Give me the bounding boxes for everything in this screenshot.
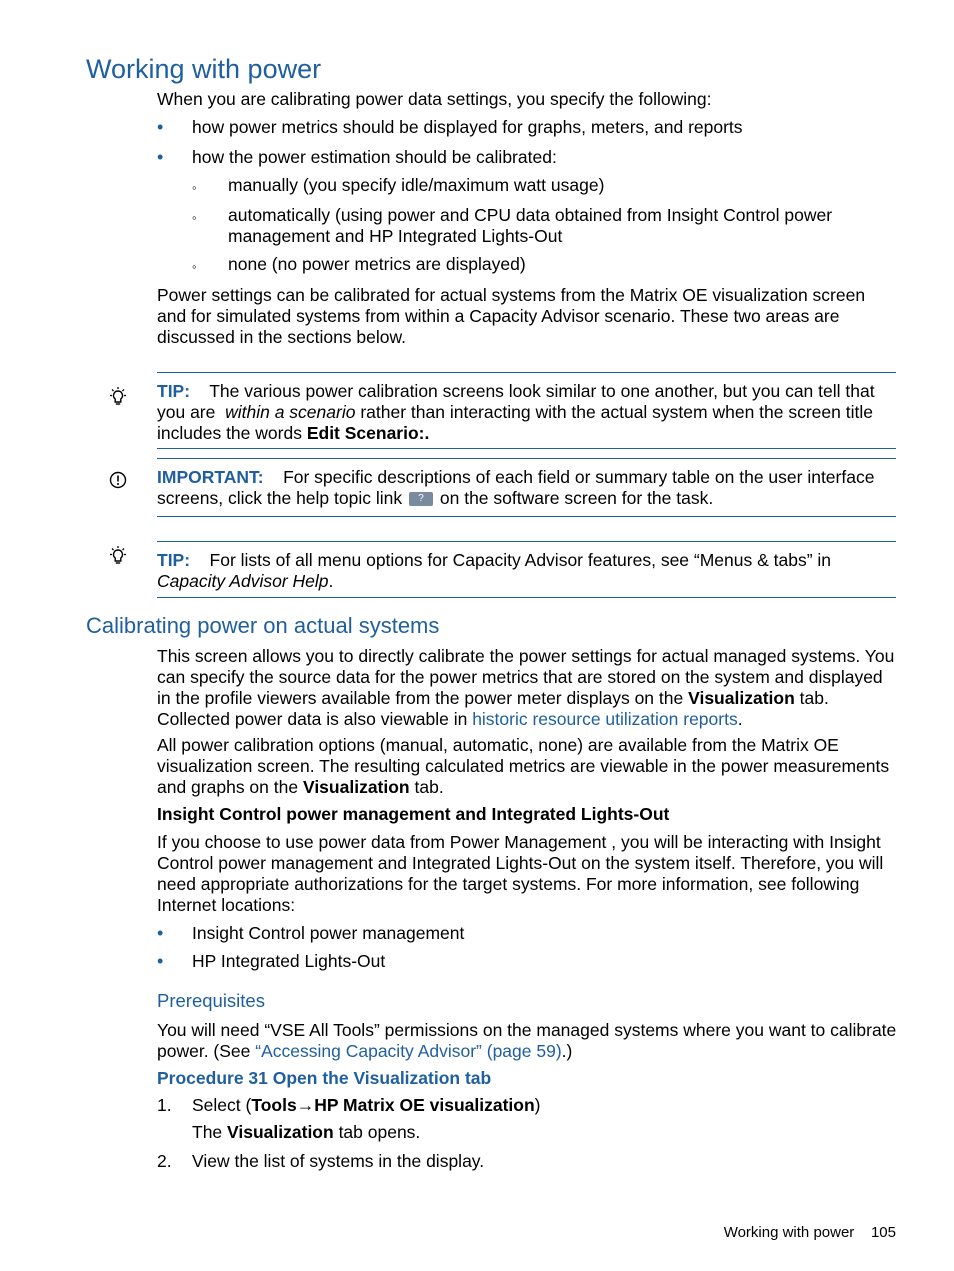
- tip-text: For lists of all menu options for Capacity Advisor features, see “Menus & tabs” in: [209, 550, 832, 570]
- list-item: HP Integrated Lights-Out: [192, 951, 386, 971]
- sub-list-item: manually (you specify idle/maximum watt usage): [228, 175, 605, 195]
- page-number: 105: [870, 1224, 896, 1241]
- important-note: [157, 467, 897, 509]
- lightbulb-icon: [107, 386, 129, 408]
- sub-bullet-marker: ◦: [192, 210, 197, 225]
- list-item: how the power estimation should be calibrated:: [192, 147, 557, 167]
- historic-reports-link[interactable]: historic resource utilization reports: [472, 709, 738, 729]
- paragraph-text: All power calibration options (manual, automatic, none) are available from the Matrix OE visualization screen. The resulting calculated metrics are viewable in the power measurements and graphs on the: [157, 735, 890, 797]
- step-text-bold: Visualization: [227, 1122, 334, 1142]
- note-divider: [157, 597, 896, 598]
- step-number: 1.: [157, 1095, 172, 1115]
- tip-note: [157, 381, 897, 444]
- footer-section-title: Working with power: [723, 1224, 855, 1241]
- lightbulb-icon: [107, 545, 129, 567]
- section-title: Calibrating power on actual systems: [86, 613, 440, 638]
- tip-label: TIP:: [157, 381, 191, 401]
- tip-text: .: [328, 571, 334, 591]
- paragraph-text: .: [737, 709, 743, 729]
- tip-label: TIP:: [157, 550, 191, 570]
- procedure-title: Procedure 31 Open the Visualization tab: [157, 1068, 492, 1088]
- bullet-marker: •: [157, 951, 164, 971]
- tip-text-italic: within a scenario: [225, 402, 356, 422]
- note-divider: [157, 448, 896, 449]
- step-text-part: tab opens.: [338, 1122, 421, 1142]
- prerequisites-paragraph: [157, 1020, 897, 1062]
- calibration-paragraph: Power settings can be calibrated for actual systems from the Matrix OE visualization screen and for simulated systems from within a Capacity Advisor scenario. These two areas are discussed in the sections below.: [157, 285, 866, 347]
- paragraph-text: .): [561, 1041, 573, 1061]
- important-text: on the software screen for the task.: [439, 488, 714, 508]
- intro-paragraph: When you are calibrating power data settings, you specify the following:: [157, 89, 712, 109]
- step-text-bold: HP Matrix OE visualization: [314, 1095, 535, 1115]
- subheading: Insight Control power management and Integrated Lights-Out: [157, 804, 670, 824]
- paragraph-text-bold: Visualization: [302, 777, 410, 797]
- accessing-capacity-advisor-link[interactable]: “Accessing Capacity Advisor” (page 59): [255, 1041, 562, 1061]
- paragraph-text: tab.: [414, 777, 444, 797]
- paragraph-text: This screen allows you to directly calibrate the power settings for actual managed systems. You can specify the source data for the power metrics that are stored on the system and displayed in the profile viewers available from the power meter displays on the: [157, 646, 895, 708]
- tip-text-bold: Edit Scenario:.: [306, 423, 430, 443]
- step-number: 2.: [157, 1151, 172, 1171]
- list-item: Insight Control power management: [192, 923, 465, 943]
- sub-list-item: none (no power metrics are displayed): [228, 254, 526, 274]
- section-paragraph: [157, 646, 897, 730]
- section-paragraph: If you choose to use power data from Power Management , you will be interacting with Insight Control power management and Integrated Lights-Out on the system itself. Therefore, you will need appropriate authorizations for the target systems. For more information, see following Internet locations:: [157, 832, 884, 915]
- page-footer: [724, 1222, 896, 1243]
- bullet-marker: •: [157, 923, 164, 943]
- paragraph-text: tab. Collected power data is also viewable in: [157, 688, 829, 729]
- step-text-part: The: [192, 1122, 223, 1142]
- step-text: View the list of systems in the display.: [192, 1151, 485, 1171]
- note-divider: [157, 541, 896, 542]
- note-divider: [157, 372, 896, 373]
- bullet-marker: •: [157, 117, 164, 137]
- step-text-part: ): [534, 1095, 541, 1115]
- tip-note: [157, 550, 897, 592]
- page-title: Working with power: [86, 54, 322, 84]
- section-paragraph: [157, 735, 897, 798]
- step-text-part: Select (: [192, 1095, 252, 1115]
- note-divider: [157, 458, 896, 459]
- prerequisites-title: Prerequisites: [157, 990, 265, 1011]
- paragraph-text: You will need “VSE All Tools” permissions on the managed systems where you want to calibrate power. (See: [157, 1020, 897, 1061]
- list-item: how power metrics should be displayed for graphs, meters, and reports: [192, 117, 743, 137]
- important-label: IMPORTANT:: [157, 467, 264, 487]
- sub-bullet-marker: ◦: [192, 180, 197, 195]
- note-divider: [157, 516, 896, 517]
- arrow-glyph: →: [296, 1095, 315, 1115]
- tip-text-italic: Capacity Advisor Help: [157, 571, 329, 591]
- help-topic-icon[interactable]: ?: [409, 492, 433, 506]
- step-text: [192, 1095, 892, 1116]
- step-result: [192, 1122, 892, 1143]
- important-icon: [107, 469, 129, 491]
- important-text: For specific descriptions of each field or summary table on the user interface screens, click the help topic link: [157, 467, 875, 508]
- sub-list-item: automatically (using power and CPU data obtained from Insight Control power management and HP Integrated Lights-Out: [228, 205, 833, 246]
- paragraph-text-bold: Visualization: [688, 688, 795, 708]
- sub-bullet-marker: ◦: [192, 259, 197, 274]
- tip-text: rather than interacting with the actual system when the screen title includes the words: [157, 402, 873, 443]
- step-text-bold: Tools: [251, 1095, 297, 1115]
- bullet-marker: •: [157, 147, 164, 167]
- tip-text: The various power calibration screens look similar to one another, but you can tell that you are: [157, 381, 875, 422]
